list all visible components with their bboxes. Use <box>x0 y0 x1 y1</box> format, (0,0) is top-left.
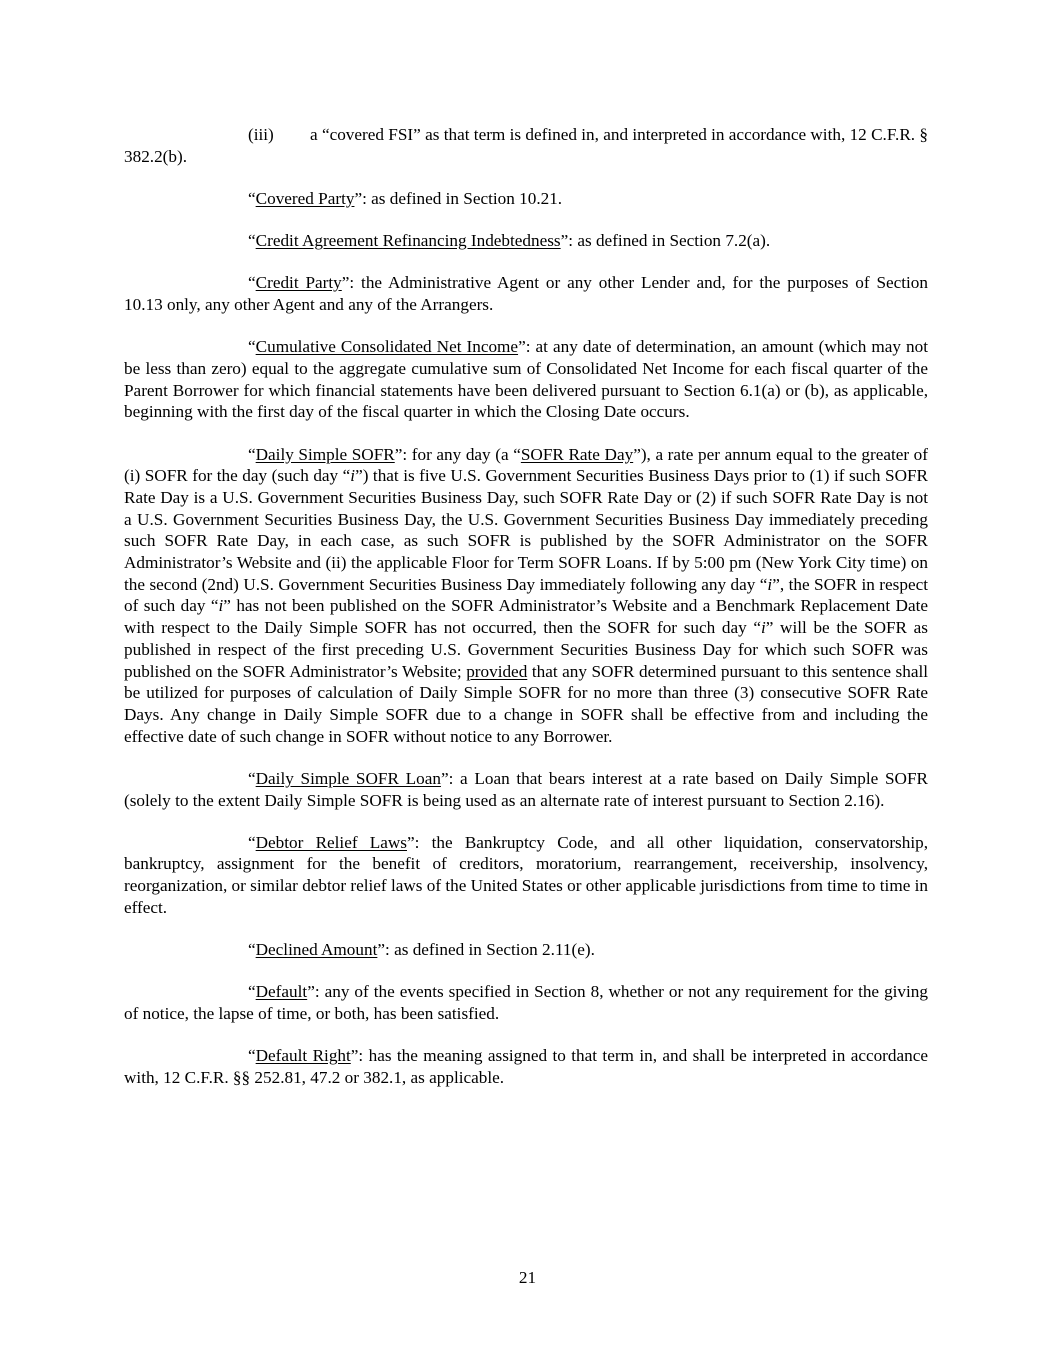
variable-i: i <box>350 466 356 486</box>
definition-text: : at any date of determination, an amount (which may not be less than zero) equal to the aggregate cumulative sum of Consolidated Net Income for each fiscal quarter of the Parent Borrower for which financial statements have been delivered pursuant to Section 6.1(a) or (b), as applicable, beginning with the first day of the fiscal quarter in which the Closing Date occurs. <box>124 337 928 422</box>
definition-daily-simple-sofr: “Daily Simple SOFR”: for any day (a “SOFR Rate Day”), a rate per annum equal to the greater of (i) SOFR for the day (such day “i”) that is five U.S. Government Securities Business Days prior to (1) if such SOFR Rate Day is a U.S. Government Securities Business Day, such SOFR Rate Day or (2) if such SOFR Rate Day is not a U.S. Government Securities Business Day, the U.S. Government Securities Business Day immediately preceding such SOFR Rate Day, in each case, as such SOFR is published by the SOFR Administrator on the SOFR Administrator’s Website and (ii) the applicable Floor for Term SOFR Loans. If by 5:00 pm (New York City time) on the second (2nd) U.S. Government Securities Business Day immediately following any day “i”, the SOFR in respect of such day “i” has not been published on the SOFR Administrator’s Website and a Benchmark Replacement Date with respect to the Daily Simple SOFR has not occurred, then the SOFR for such day “i” will be the SOFR as published in respect of the first preceding U.S. Government Securities Business Day for which such SOFR was published on the SOFR Administrator’s Website; provided that any SOFR determined pursuant to this sentence shall be utilized for purposes of calculation of Daily Simple SOFR for no more than three (3) consecutive SOFR Rate Days. Any change in Daily Simple SOFR due to a change in SOFR shall be effective from and including the effective date of such change in SOFR without notice to any Borrower. <box>124 444 928 746</box>
defined-term: Cumulative Consolidated Net Income <box>255 337 519 357</box>
definition-text: : as defined in Section 10.21. <box>362 188 563 208</box>
clause-iii <box>124 124 928 167</box>
definition-text: : as defined in Section 2.11(e). <box>385 940 595 960</box>
defined-term: Credit Agreement Refinancing Indebtedness <box>255 231 561 251</box>
defined-term: Debtor Relief Laws <box>255 832 407 852</box>
definition-covered-party: “Covered Party”: as defined in Section 10.21. <box>248 188 563 208</box>
definition-debtor-relief-laws: “Debtor Relief Laws”: the Bankruptcy Code, and all other liquidation, conservatorship, bankruptcy, assignment for the benefit of creditors, moratorium, rearrangement, receivership, insolvency, reorganization, or similar debtor relief laws of the United States or other applicable jurisdictions from time to time in effect. <box>124 832 928 917</box>
definition-text: that any SOFR determined pursuant to this sentence shall be utilized for purposes of calculation of Daily Simple SOFR for no more than three (3) consecutive SOFR Rate Days. Any change in Daily Simple SOFR due to a change in SOFR shall be effective from and including the effective date of such change in SOFR without notice to any Borrower. <box>124 661 928 746</box>
page-number: 21 <box>518 1268 537 1287</box>
definition-text: ”) that is five U.S. Government Securities Business Days prior to (1) if such SOFR Rate Day is a U.S. Government Securities Business Day, such SOFR Rate Day or (2) if such SOFR Rate Day is not a U.S. Government Securities Business Day, the U.S. Government Securities Business Day immediately preceding such SOFR Rate Day, in each case, as such SOFR is published by the SOFR Administrator on the SOFR Administrator’s Website and (ii) the applicable Floor for Term SOFR Loans. If by 5:00 pm (New York City time) on the second (2nd) U.S. Government Securities Business Day immediately following any day “ <box>124 466 928 594</box>
definition-text: ”), a rate per annum equal to the greater of (i) SOFR for the day (such day “ <box>124 444 928 486</box>
definition-text: : for any day (a “ <box>402 444 521 464</box>
definition-text: ” has not been published on the SOFR Administrator’s Website and a Benchmark Replacement Date with respect to the Daily Simple SOFR has not occurred, then the SOFR for such day “ <box>124 596 928 638</box>
definition-text: : any of the events specified in Section 8, whether or not any requirement for the giving of notice, the lapse of time, or both, has been satisfied. <box>124 982 928 1023</box>
definition-cumulative-consolidated-net-income: “Cumulative Consolidated Net Income”: at any date of determination, an amount (which may not be less than zero) equal to the aggregate cumulative sum of Consolidated Net Income for each fiscal quarter of the Parent Borrower for which financial statements have been delivered pursuant to Section 6.1(a) or (b), as applicable, beginning with the first day of the fiscal quarter in which the Closing Date occurs. <box>124 337 928 422</box>
variable-i: i <box>218 596 224 616</box>
definition-text: ” will be the SOFR as published in respect of the first preceding U.S. Government Securities Business Day for which such SOFR was published on the SOFR Administrator’s Website; <box>124 618 928 681</box>
defined-term: Default <box>255 982 308 1002</box>
defined-term: Daily Simple SOFR <box>255 444 395 464</box>
defined-term: Default Right <box>255 1046 351 1066</box>
clause-label: (iii) <box>248 125 274 144</box>
defined-term: Daily Simple SOFR Loan <box>255 768 441 788</box>
definition-text: : a Loan that bears interest at a rate based on Daily Simple SOFR (solely to the extent Daily Simple SOFR is being used as an alternate rate of interest pursuant to Section 2.16). <box>124 768 928 810</box>
document-body <box>124 124 928 1109</box>
clause-text: a “covered FSI” as that term is defined in, and interpreted in accordance with, 12 C.F.R. § 382.2(b). <box>124 125 928 166</box>
definition-default-right: “Default Right”: has the meaning assigned to that term in, and shall be interpreted in accordance with, 12 C.F.R. §§ 252.81, 47.2 or 382.1, as applicable. <box>124 1046 928 1087</box>
definition-text: ”, the SOFR in respect of such day “ <box>124 574 928 616</box>
definition-text: : the Administrative Agent or any other Lender and, for the purposes of Section 10.13 only, any other Agent and any of the Arrangers. <box>124 273 928 315</box>
definition-text: : as defined in Section 7.2(a). <box>568 231 771 251</box>
definition-credit-party: “Credit Party”: the Administrative Agent or any other Lender and, for the purposes of Section 10.13 only, any other Agent and any of the Arrangers. <box>124 273 928 315</box>
definition-daily-simple-sofr-loan: “Daily Simple SOFR Loan”: a Loan that bears interest at a rate based on Daily Simple SOFR (solely to the extent Daily Simple SOFR is being used as an alternate rate of interest pursuant to Section 2.16). <box>124 768 928 810</box>
provided-term: provided <box>466 661 528 681</box>
defined-term: Declined Amount <box>255 940 378 960</box>
defined-term-sofr-rate-day: SOFR Rate Day <box>520 444 634 464</box>
defined-term: Covered Party <box>255 188 355 208</box>
definition-declined-amount: “Declined Amount”: as defined in Section 2.11(e). <box>248 940 595 960</box>
definition-text: : has the meaning assigned to that term in, and shall be interpreted in accordance with, 12 C.F.R. §§ 252.81, 47.2 or 382.1, as applicable. <box>124 1046 928 1087</box>
definition-default: “Default”: any of the events specified in Section 8, whether or not any requirement for the giving of notice, the lapse of time, or both, has been satisfied. <box>124 982 928 1023</box>
variable-i: i <box>760 618 766 638</box>
defined-term: Credit Party <box>255 273 342 293</box>
definition-text: : the Bankruptcy Code, and all other liquidation, conservatorship, bankruptcy, assignment for the benefit of creditors, moratorium, rearrangement, receivership, insolvency, reorganization, or similar debtor relief laws of the United States or other applicable jurisdictions from time to time in effect. <box>124 832 928 917</box>
definition-credit-agreement-refinancing-indebtedness: “Credit Agreement Refinancing Indebtedness”: as defined in Section 7.2(a). <box>248 231 771 251</box>
variable-i: i <box>767 574 773 594</box>
